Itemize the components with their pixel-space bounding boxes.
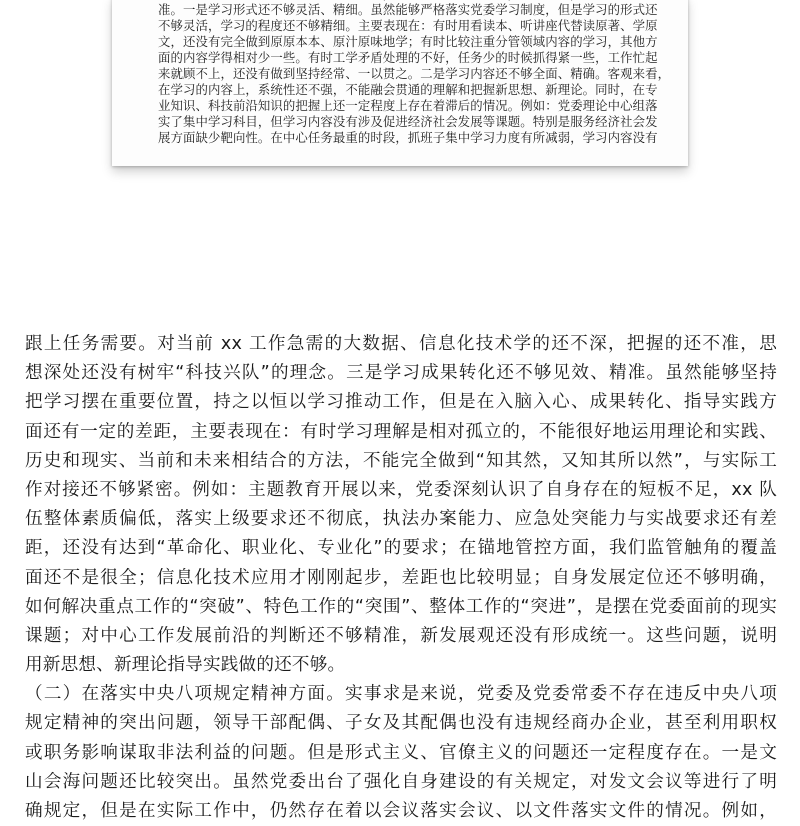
body-line: 面还不是很全；信息化技术应用才刚刚起步，差距也比较明显；自身发展定位还不够明确， <box>25 567 777 588</box>
body-line: 课题；对中心工作发展前沿的判断还不够精准，新发展观还没有形成统一。这些问题，说明 <box>25 625 777 646</box>
card-line: 业知识、科技前沿知识的把握上还一定程度上存在着滞后的情况。例如：党委理论中心组落 <box>158 98 658 113</box>
card-line: 文，还没有完全做到原原本本、原汁原味地学；有时比较注重分管领域内容的学习，其他方 <box>158 34 658 49</box>
body-line: 伍整体素质偏低，落实上级要求还不彻底，执法办案能力、应急处突能力与实战要求还有差 <box>25 509 777 530</box>
card-line: 实了集中学习科目，但学习内容没有涉及促进经济社会发展等课题。特别是服务经济社会发 <box>158 114 658 129</box>
body-line: 规定精神的突出问题，领导干部配偶、子女及其配偶也没有违规经商办企业，甚至利用职权 <box>25 713 777 734</box>
card-line: 在学习的内容上，系统性还不强，不能融会贯通的理解和把握新思想、新理论。同时，在专 <box>158 82 658 97</box>
body-line: 历史和现实、当前和未来相结合的方法，不能完全做到“知其然，又知其所以然”，与实际工 <box>25 450 777 471</box>
body-line: 山会海问题还比较突出。虽然党委出台了强化自身建设的有关规定，对发文会议等进行了明 <box>25 771 777 792</box>
body-line: 如何解决重点工作的“突破”、特色工作的“突围”、整体工作的“突进”，是摆在党委面前的现实 <box>25 596 777 617</box>
body-line: 或职务影响谋取非法利益的问题。但是形式主义、官僚主义的问题还一定程度存在。一是文 <box>25 742 777 763</box>
card-line: 准。一是学习形式还不够灵活、精细。虽然能够严格落实党委学习制度，但是学习的形式还 <box>158 2 658 17</box>
body-line: 作对接还不够紧密。例如：主题教育开展以来，党委深刻认识了自身存在的短板不足，xx 队 <box>25 479 777 500</box>
card-line: 面的内容学得相对少一些。有时工学矛盾处理的不好，任务少的时候抓得紧一些，工作忙起 <box>158 50 658 65</box>
section-heading-line: （二）在落实中央八项规定精神方面。实事求是来说，党委及党委常委不存在违反中央八项 <box>25 684 777 705</box>
body-line: 把学习摆在重要位置，持之以恒以学习推动工作，但是在入脑入心、成果转化、指导实践方 <box>25 392 777 413</box>
body-line: 距，还没有达到“革命化、职业化、专业化”的要求；在锚地管控方面，我们监管触角的覆盖 <box>25 538 777 559</box>
body-line: 想深处还没有树牢“科技兴队”的理念。三是学习成果转化还不够见效、精准。虽然能够坚持 <box>25 363 777 384</box>
card-line: 来就顾不上，还没有做到坚持经常、一以贯之。二是学习内容还不够全面、精确。客观来看， <box>158 66 671 81</box>
body-line: 跟上任务需要。对当前 xx 工作急需的大数据、信息化技术学的还不深，把握的还不准，思 <box>25 334 777 354</box>
card-line: 不够灵活，学习的程度还不够精细。主要表现在：有时用看读本、听讲座代替读原著、学原 <box>158 18 658 33</box>
body-line: 面还有一定的差距，主要表现在：有时学习理解是相对孤立的，不能很好地运用理论和实践、 <box>25 421 777 442</box>
document-page-preview <box>112 0 688 166</box>
document-body <box>25 330 777 826</box>
card-line: 展方面缺少靶向性。在中心任务最重的时段，抓班子集中学习力度有所减弱，学习内容没有 <box>158 130 658 145</box>
body-line: 用新思想、新理论指导实践做的还不够。 <box>25 655 346 676</box>
body-line: 确规定，但是在实际工作中，仍然存在着以会议落实会议、以文件落实文件的情况。例如， <box>25 801 777 821</box>
